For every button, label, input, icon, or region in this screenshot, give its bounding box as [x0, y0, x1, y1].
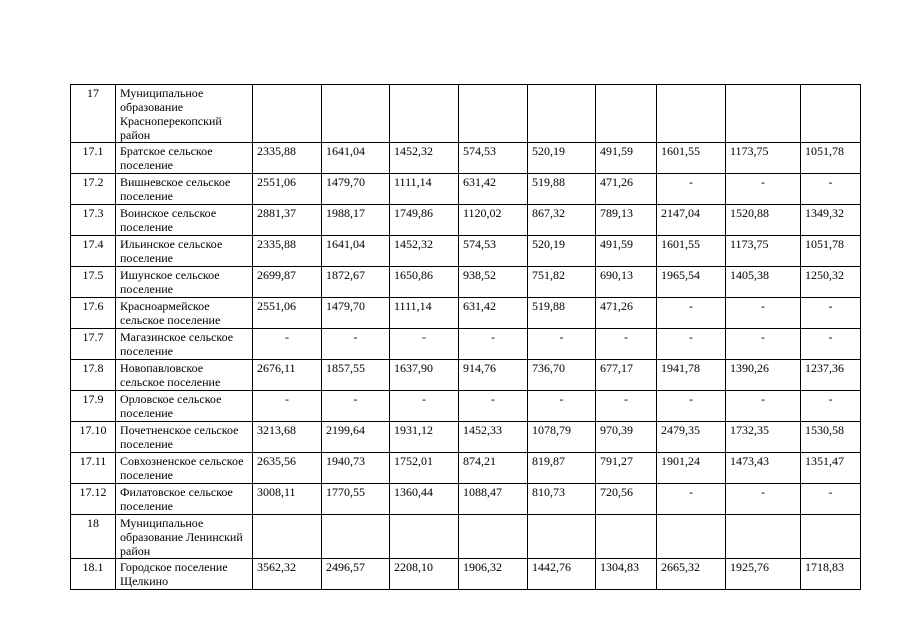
value-cell: 574,53 [459, 143, 528, 174]
value-cell: 3008,11 [253, 484, 322, 515]
value-cell: 1051,78 [801, 143, 861, 174]
value-cell: 1931,12 [390, 422, 459, 453]
value-cell: 471,26 [596, 174, 657, 205]
value-cell: 2699,87 [253, 267, 322, 298]
value-cell: 2881,37 [253, 205, 322, 236]
value-cell: 1051,78 [801, 236, 861, 267]
value-cell [390, 515, 459, 559]
value-cell: - [726, 391, 801, 422]
value-cell: - [253, 329, 322, 360]
row-number: 17.3 [71, 205, 116, 236]
value-cell: 1078,79 [528, 422, 596, 453]
value-cell: 2665,32 [657, 559, 726, 590]
value-cell: - [528, 391, 596, 422]
value-cell: 1650,86 [390, 267, 459, 298]
value-cell: 1906,32 [459, 559, 528, 590]
value-cell [596, 515, 657, 559]
value-cell: 1752,01 [390, 453, 459, 484]
value-cell: 791,27 [596, 453, 657, 484]
value-cell: 1641,04 [322, 143, 390, 174]
table-row [71, 236, 861, 267]
value-cell [657, 515, 726, 559]
settlement-name: Ильинское сельское поселение [116, 236, 253, 267]
value-cell: 720,56 [596, 484, 657, 515]
value-cell: - [390, 391, 459, 422]
value-cell: 1941,78 [657, 360, 726, 391]
value-cell: 1601,55 [657, 236, 726, 267]
value-cell: 751,82 [528, 267, 596, 298]
value-cell: 690,13 [596, 267, 657, 298]
value-cell: 1641,04 [322, 236, 390, 267]
value-cell: 1111,14 [390, 298, 459, 329]
value-cell: 1360,44 [390, 484, 459, 515]
value-cell: 1390,26 [726, 360, 801, 391]
table-row [71, 422, 861, 453]
value-cell: 2479,35 [657, 422, 726, 453]
value-cell: 1601,55 [657, 143, 726, 174]
value-cell: - [801, 391, 861, 422]
value-cell: 1530,58 [801, 422, 861, 453]
table-row [71, 360, 861, 391]
row-number: 18 [71, 515, 116, 559]
value-cell: 520,19 [528, 236, 596, 267]
value-cell: 2496,57 [322, 559, 390, 590]
table-row [71, 205, 861, 236]
value-cell: - [726, 484, 801, 515]
row-number: 17.8 [71, 360, 116, 391]
value-cell [390, 85, 459, 143]
row-number: 17 [71, 85, 116, 143]
row-number: 17.11 [71, 453, 116, 484]
settlement-name: Городское поселение Щелкино [116, 559, 253, 590]
row-number: 18.1 [71, 559, 116, 590]
settlement-name: Совхозненское сельское поселение [116, 453, 253, 484]
value-cell: 1351,47 [801, 453, 861, 484]
value-cell: 1925,76 [726, 559, 801, 590]
table-row [71, 85, 861, 143]
value-cell: 2335,88 [253, 236, 322, 267]
row-number: 17.5 [71, 267, 116, 298]
value-cell: - [657, 174, 726, 205]
settlement-name: Муниципальное образование Ленинский район [116, 515, 253, 559]
settlement-name: Муниципальное образование Красноперекопский район [116, 85, 253, 143]
value-cell [801, 515, 861, 559]
value-cell: 1173,75 [726, 143, 801, 174]
value-cell: 1237,36 [801, 360, 861, 391]
value-cell [459, 515, 528, 559]
value-cell: 1452,32 [390, 143, 459, 174]
row-number: 17.4 [71, 236, 116, 267]
value-cell: 2551,06 [253, 298, 322, 329]
value-cell: 520,19 [528, 143, 596, 174]
value-cell [253, 85, 322, 143]
value-cell: 1901,24 [657, 453, 726, 484]
value-cell: - [253, 391, 322, 422]
value-cell [322, 515, 390, 559]
value-cell: 1965,54 [657, 267, 726, 298]
table-row [71, 267, 861, 298]
settlement-name: Братское сельское поселение [116, 143, 253, 174]
value-cell: 1452,33 [459, 422, 528, 453]
value-cell: 1988,17 [322, 205, 390, 236]
value-cell: 1452,32 [390, 236, 459, 267]
value-cell [596, 85, 657, 143]
value-cell: 1749,86 [390, 205, 459, 236]
value-cell: 631,42 [459, 298, 528, 329]
table-body [71, 85, 861, 590]
value-cell [726, 515, 801, 559]
value-cell [528, 515, 596, 559]
value-cell: 1770,55 [322, 484, 390, 515]
value-cell: 810,73 [528, 484, 596, 515]
value-cell [253, 515, 322, 559]
row-number: 17.10 [71, 422, 116, 453]
settlement-name: Новопавловское сельское поселение [116, 360, 253, 391]
value-cell: 938,52 [459, 267, 528, 298]
value-cell: 2551,06 [253, 174, 322, 205]
value-cell: - [657, 298, 726, 329]
value-cell: 1520,88 [726, 205, 801, 236]
row-number: 17.6 [71, 298, 116, 329]
value-cell [801, 85, 861, 143]
table-row [71, 143, 861, 174]
table-row [71, 391, 861, 422]
value-cell: 874,21 [459, 453, 528, 484]
settlement-name: Филатовское сельское поселение [116, 484, 253, 515]
value-cell: 914,76 [459, 360, 528, 391]
table-row [71, 515, 861, 559]
value-cell: 2147,04 [657, 205, 726, 236]
value-cell: - [596, 329, 657, 360]
value-cell: 1732,35 [726, 422, 801, 453]
row-number: 17.1 [71, 143, 116, 174]
value-cell: 471,26 [596, 298, 657, 329]
value-cell [657, 85, 726, 143]
value-cell: 867,32 [528, 205, 596, 236]
value-cell: 519,88 [528, 174, 596, 205]
value-cell: - [657, 391, 726, 422]
value-cell: - [459, 329, 528, 360]
value-cell: 677,17 [596, 360, 657, 391]
value-cell: 1405,38 [726, 267, 801, 298]
value-cell: 1120,02 [459, 205, 528, 236]
value-cell: - [801, 329, 861, 360]
table-row [71, 329, 861, 360]
value-cell: - [657, 329, 726, 360]
row-number: 17.2 [71, 174, 116, 205]
value-cell: 1940,73 [322, 453, 390, 484]
value-cell: - [322, 391, 390, 422]
value-cell: 1479,70 [322, 298, 390, 329]
value-cell: 789,13 [596, 205, 657, 236]
value-cell [322, 85, 390, 143]
value-cell: 1442,76 [528, 559, 596, 590]
value-cell: 1637,90 [390, 360, 459, 391]
tariff-table [70, 84, 861, 590]
value-cell: 1349,32 [801, 205, 861, 236]
value-cell: 3562,32 [253, 559, 322, 590]
value-cell: 491,59 [596, 143, 657, 174]
value-cell: 1088,47 [459, 484, 528, 515]
value-cell: - [390, 329, 459, 360]
value-cell: 2676,11 [253, 360, 322, 391]
settlement-name: Орловское сельское поселение [116, 391, 253, 422]
row-number: 17.12 [71, 484, 116, 515]
value-cell: - [657, 484, 726, 515]
settlement-name: Красноармейское сельское поселение [116, 298, 253, 329]
value-cell [459, 85, 528, 143]
value-cell: 1872,67 [322, 267, 390, 298]
value-cell: 736,70 [528, 360, 596, 391]
value-cell: 491,59 [596, 236, 657, 267]
value-cell: - [726, 174, 801, 205]
settlement-name: Вишневское сельское поселение [116, 174, 253, 205]
value-cell: - [726, 329, 801, 360]
value-cell: 1304,83 [596, 559, 657, 590]
value-cell: 519,88 [528, 298, 596, 329]
value-cell: 1718,83 [801, 559, 861, 590]
settlement-name: Почетненское сельское поселение [116, 422, 253, 453]
value-cell: 1173,75 [726, 236, 801, 267]
value-cell: - [801, 174, 861, 205]
value-cell: 574,53 [459, 236, 528, 267]
value-cell: 2199,64 [322, 422, 390, 453]
row-number: 17.7 [71, 329, 116, 360]
value-cell: - [801, 298, 861, 329]
value-cell: 3213,68 [253, 422, 322, 453]
value-cell: 819,87 [528, 453, 596, 484]
value-cell: 631,42 [459, 174, 528, 205]
value-cell: 1473,43 [726, 453, 801, 484]
value-cell: - [459, 391, 528, 422]
settlement-name: Ишунское сельское поселение [116, 267, 253, 298]
row-number: 17.9 [71, 391, 116, 422]
value-cell: 2335,88 [253, 143, 322, 174]
value-cell [726, 85, 801, 143]
value-cell: - [801, 484, 861, 515]
value-cell: - [528, 329, 596, 360]
value-cell [528, 85, 596, 143]
value-cell: 970,39 [596, 422, 657, 453]
value-cell: 1479,70 [322, 174, 390, 205]
settlement-name: Воинское сельское поселение [116, 205, 253, 236]
value-cell: - [322, 329, 390, 360]
value-cell: 1111,14 [390, 174, 459, 205]
table-row [71, 453, 861, 484]
value-cell: 2208,10 [390, 559, 459, 590]
table-row [71, 559, 861, 590]
value-cell: 1250,32 [801, 267, 861, 298]
value-cell: 2635,56 [253, 453, 322, 484]
settlement-name: Магазинское сельское поселение [116, 329, 253, 360]
value-cell: - [596, 391, 657, 422]
table-row [71, 298, 861, 329]
table-row [71, 174, 861, 205]
table-row [71, 484, 861, 515]
value-cell: 1857,55 [322, 360, 390, 391]
value-cell: - [726, 298, 801, 329]
